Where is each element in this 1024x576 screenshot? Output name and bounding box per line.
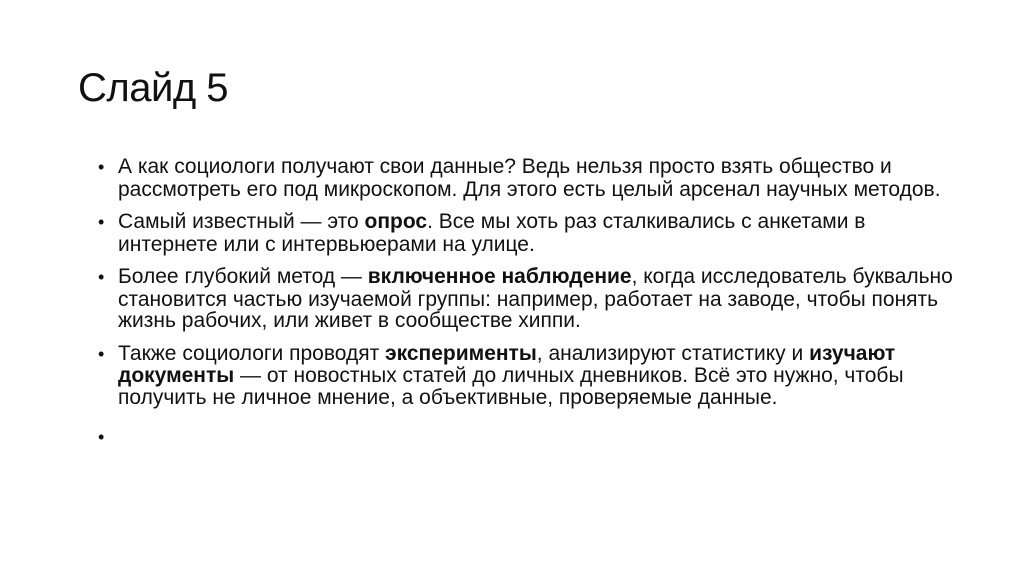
bullet-dot-icon bbox=[98, 211, 118, 234]
bullet-text: , анализируют статистику и bbox=[536, 341, 810, 365]
bullet-text: . Все мы хоть раз сталкивались с анкетами в интернете или с интервьюерами на улице. bbox=[118, 210, 866, 256]
bullet-bold-term: включенное наблюдение bbox=[367, 265, 632, 288]
slide-title: Слайд 5 bbox=[78, 66, 229, 110]
bullet-dot-icon bbox=[98, 156, 118, 179]
bullet-dot-icon bbox=[98, 266, 118, 289]
bullet-text: А как социологи получают свои данные? Ведь нельзя просто взять общество и рассмотреть его под микроскопом. Для этого есть целый арсенал научных методов. bbox=[118, 155, 941, 201]
bullet-bold-term: эксперименты bbox=[385, 341, 537, 365]
bullet-text: Более глубокий метод — bbox=[118, 265, 368, 288]
bullet-bold-term: изучают документы bbox=[118, 341, 896, 387]
bullet-item bbox=[78, 343, 958, 409]
bullet-item-empty bbox=[78, 426, 958, 449]
bullet-item bbox=[78, 156, 958, 200]
bullet-text: Также социологи проводят bbox=[118, 341, 386, 365]
bullet-text: — от новостных статей до личных дневников. Всё это нужно, чтобы получить не личное мнение, а объективные, проверяемые данные. bbox=[118, 364, 904, 409]
bullet-list bbox=[78, 156, 958, 460]
bullet-item bbox=[78, 211, 958, 255]
bullet-dot-icon bbox=[98, 343, 118, 366]
bullet-text: , когда исследователь буквально становится частью изучаемой группы: например, работает на заводе, чтобы понять жизнь рабочих, или живет в сообществе хиппи. bbox=[118, 265, 953, 332]
bullet-text: Самый известный — это bbox=[118, 210, 365, 233]
bullet-bold-term: опрос bbox=[364, 210, 428, 233]
bullet-item bbox=[78, 266, 958, 332]
bullet-dot-icon bbox=[98, 426, 118, 449]
